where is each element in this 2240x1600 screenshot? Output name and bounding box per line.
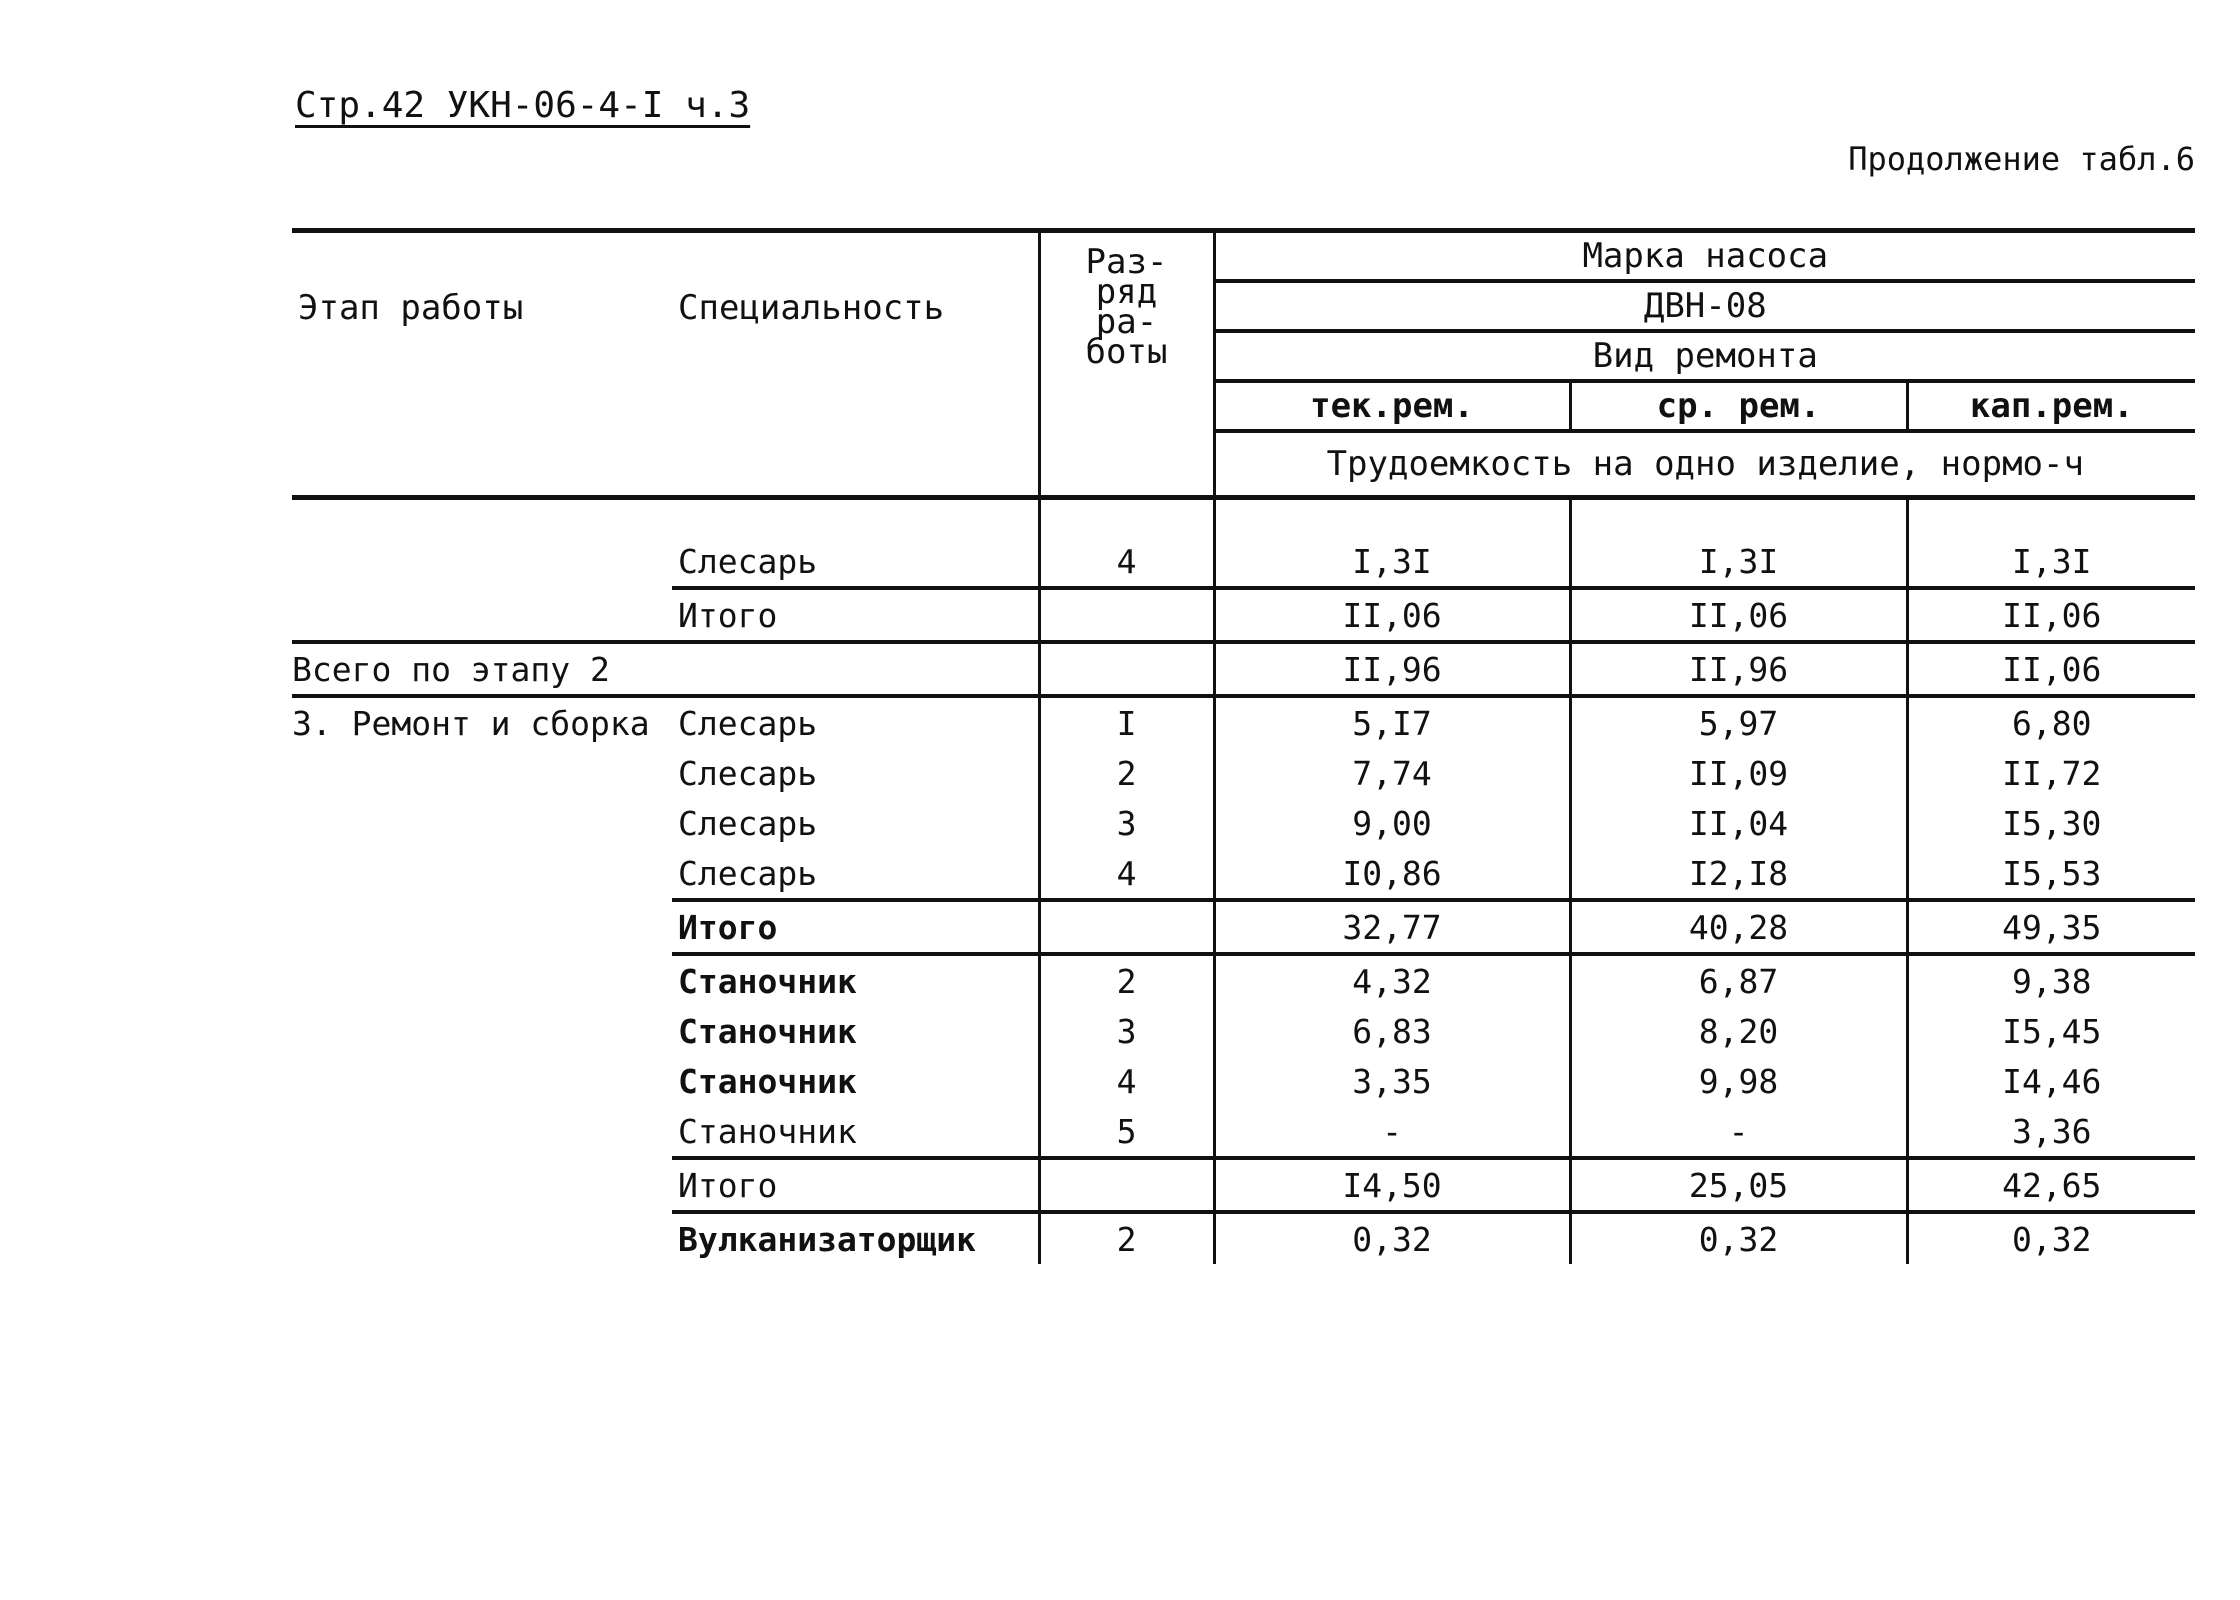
header-repair-capital: кап.рем. <box>1907 381 2195 431</box>
row-specialty: Слесарь <box>672 696 1039 748</box>
spacer-cell <box>1907 500 2195 536</box>
row-value-capital: II,06 <box>1907 642 2195 696</box>
row-rank <box>1039 1158 1214 1212</box>
row-value-current: 5,I7 <box>1214 696 1570 748</box>
header-rank: Раз- ряд ра- боты <box>1039 231 1214 498</box>
row-value-medium: 25,05 <box>1570 1158 1907 1212</box>
table-row <box>292 1106 2195 1158</box>
row-stage: Всего по этапу 2 <box>292 642 672 696</box>
spacer-row <box>292 500 2195 536</box>
table-row <box>292 588 2195 642</box>
table-row <box>292 1006 2195 1056</box>
header-row-1 <box>292 231 2195 282</box>
table-row <box>292 1158 2195 1212</box>
row-stage <box>292 900 672 954</box>
table-row <box>292 642 2195 696</box>
row-value-capital: I5,30 <box>2002 803 2102 843</box>
row-value-current: 3,35 <box>1214 1056 1570 1106</box>
row-rank: 2 <box>1039 954 1214 1006</box>
row-value-capital: I,3I <box>2012 541 2092 581</box>
row-value-current: II,96 <box>1214 642 1570 696</box>
row-value-medium: II,06 <box>1570 588 1907 642</box>
row-rank: 2 <box>1039 1212 1214 1264</box>
labor-table <box>292 228 2195 1264</box>
row-specialty: Станочник <box>672 1056 1039 1106</box>
row-value-capital: 9,38 <box>1907 954 2195 1006</box>
row-value-current: 0,32 <box>1214 1212 1570 1264</box>
row-value-medium: I2,I8 <box>1570 848 1907 900</box>
row-specialty: Слесарь <box>672 536 1039 588</box>
row-stage <box>292 1056 672 1106</box>
table-row <box>292 954 2195 1006</box>
row-value-medium: 40,28 <box>1570 900 1907 954</box>
row-value-medium: I,3I <box>1570 536 1907 588</box>
table-row <box>292 900 2195 954</box>
row-value-capital: 3,36 <box>2012 1111 2092 1151</box>
row-rank: 5 <box>1039 1106 1214 1158</box>
row-value-capital: 0,32 <box>1907 1212 2195 1264</box>
row-value-capital: 6,80 <box>1907 696 2195 748</box>
row-stage <box>292 798 672 848</box>
row-rank <box>1039 588 1214 642</box>
row-rank: 4 <box>1039 848 1214 900</box>
row-specialty <box>672 642 1039 696</box>
row-stage <box>292 1212 672 1264</box>
row-rank: 4 <box>1039 536 1214 588</box>
header-stage: Этап работы <box>292 231 672 498</box>
row-stage <box>292 954 672 1006</box>
header-specialty: Специальность <box>672 231 1039 498</box>
row-specialty: Слесарь <box>672 798 1039 848</box>
row-value-current: 32,77 <box>1214 900 1570 954</box>
table-row <box>292 798 2195 848</box>
row-value-medium: 5,97 <box>1570 696 1907 748</box>
table-row <box>292 696 2195 748</box>
row-value-medium: II,96 <box>1570 642 1907 696</box>
row-rank <box>1039 642 1214 696</box>
row-value-current: 6,83 <box>1214 1006 1570 1056</box>
row-value-current: I4,50 <box>1214 1158 1570 1212</box>
row-specialty: Станочник <box>672 954 1039 1006</box>
table-row <box>292 536 2195 588</box>
row-value-current: 9,00 <box>1214 798 1570 848</box>
continuation-label: Продолжение табл.6 <box>1848 140 2195 178</box>
row-value-current: 4,32 <box>1214 954 1570 1006</box>
row-specialty: Итого <box>672 1158 1039 1212</box>
row-value-capital: I5,53 <box>2002 853 2102 893</box>
row-value-current: I0,86 <box>1214 848 1570 900</box>
row-value-current: 7,74 <box>1214 748 1570 798</box>
row-value-medium: - <box>1570 1106 1907 1158</box>
header-pump-brand-value: ДВН-08 <box>1214 281 2195 331</box>
row-value-medium: 6,87 <box>1570 954 1907 1006</box>
row-value-current: - <box>1214 1106 1570 1158</box>
row-stage <box>292 848 672 900</box>
header-unit: Трудоемкость на одно изделие, нормо-ч <box>1214 431 2195 498</box>
row-specialty: Слесарь <box>672 748 1039 798</box>
row-value-current: I,3I <box>1214 536 1570 588</box>
row-value-capital: II,72 <box>2002 753 2102 793</box>
page-header: Стр.42 УКН-06-4-I ч.3 <box>295 85 751 126</box>
row-specialty: Слесарь <box>672 848 1039 900</box>
row-stage <box>292 1006 672 1056</box>
row-value-current: II,06 <box>1214 588 1570 642</box>
table-row <box>292 1056 2195 1106</box>
row-stage: 3. Ремонт и сборка <box>292 696 672 748</box>
spacer-cell <box>1570 500 1907 536</box>
row-value-capital: 49,35 <box>1907 900 2195 954</box>
row-specialty: Итого <box>672 588 1039 642</box>
spacer-cell <box>1214 500 1570 536</box>
row-value-capital: 42,65 <box>1907 1158 2195 1212</box>
spacer-cell <box>1039 500 1214 536</box>
row-rank: 4 <box>1039 1056 1214 1106</box>
row-stage <box>292 588 672 642</box>
row-rank: 2 <box>1039 748 1214 798</box>
row-stage <box>292 748 672 798</box>
row-value-medium: 8,20 <box>1570 1006 1907 1056</box>
row-specialty: Вулканизаторщик <box>672 1212 1039 1264</box>
spacer-cell <box>292 500 672 536</box>
row-rank: 3 <box>1039 798 1214 848</box>
row-specialty: Станочник <box>672 1006 1039 1056</box>
row-value-medium: II,04 <box>1570 798 1907 848</box>
row-stage <box>292 1158 672 1212</box>
row-stage <box>292 1106 672 1158</box>
header-pump-brand-label: Марка насоса <box>1214 231 2195 282</box>
row-stage <box>292 536 672 588</box>
table-row <box>292 848 2195 900</box>
table-row <box>292 748 2195 798</box>
row-specialty: Станочник <box>672 1106 1039 1158</box>
row-rank: I <box>1039 696 1214 748</box>
row-rank: 3 <box>1039 1006 1214 1056</box>
row-rank <box>1039 900 1214 954</box>
row-value-capital: I4,46 <box>2002 1061 2102 1101</box>
header-repair-medium: ср. рем. <box>1570 381 1907 431</box>
header-repair-current: тек.рем. <box>1214 381 1570 431</box>
header-repair-type-label: Вид ремонта <box>1214 331 2195 381</box>
row-value-capital: II,06 <box>1907 588 2195 642</box>
table-row <box>292 1212 2195 1264</box>
row-value-medium: II,09 <box>1570 748 1907 798</box>
row-value-capital: I5,45 <box>2002 1011 2102 1051</box>
row-value-medium: 0,32 <box>1570 1212 1907 1264</box>
row-value-medium: 9,98 <box>1570 1056 1907 1106</box>
spacer-cell <box>672 500 1039 536</box>
row-specialty: Итого <box>672 900 1039 954</box>
